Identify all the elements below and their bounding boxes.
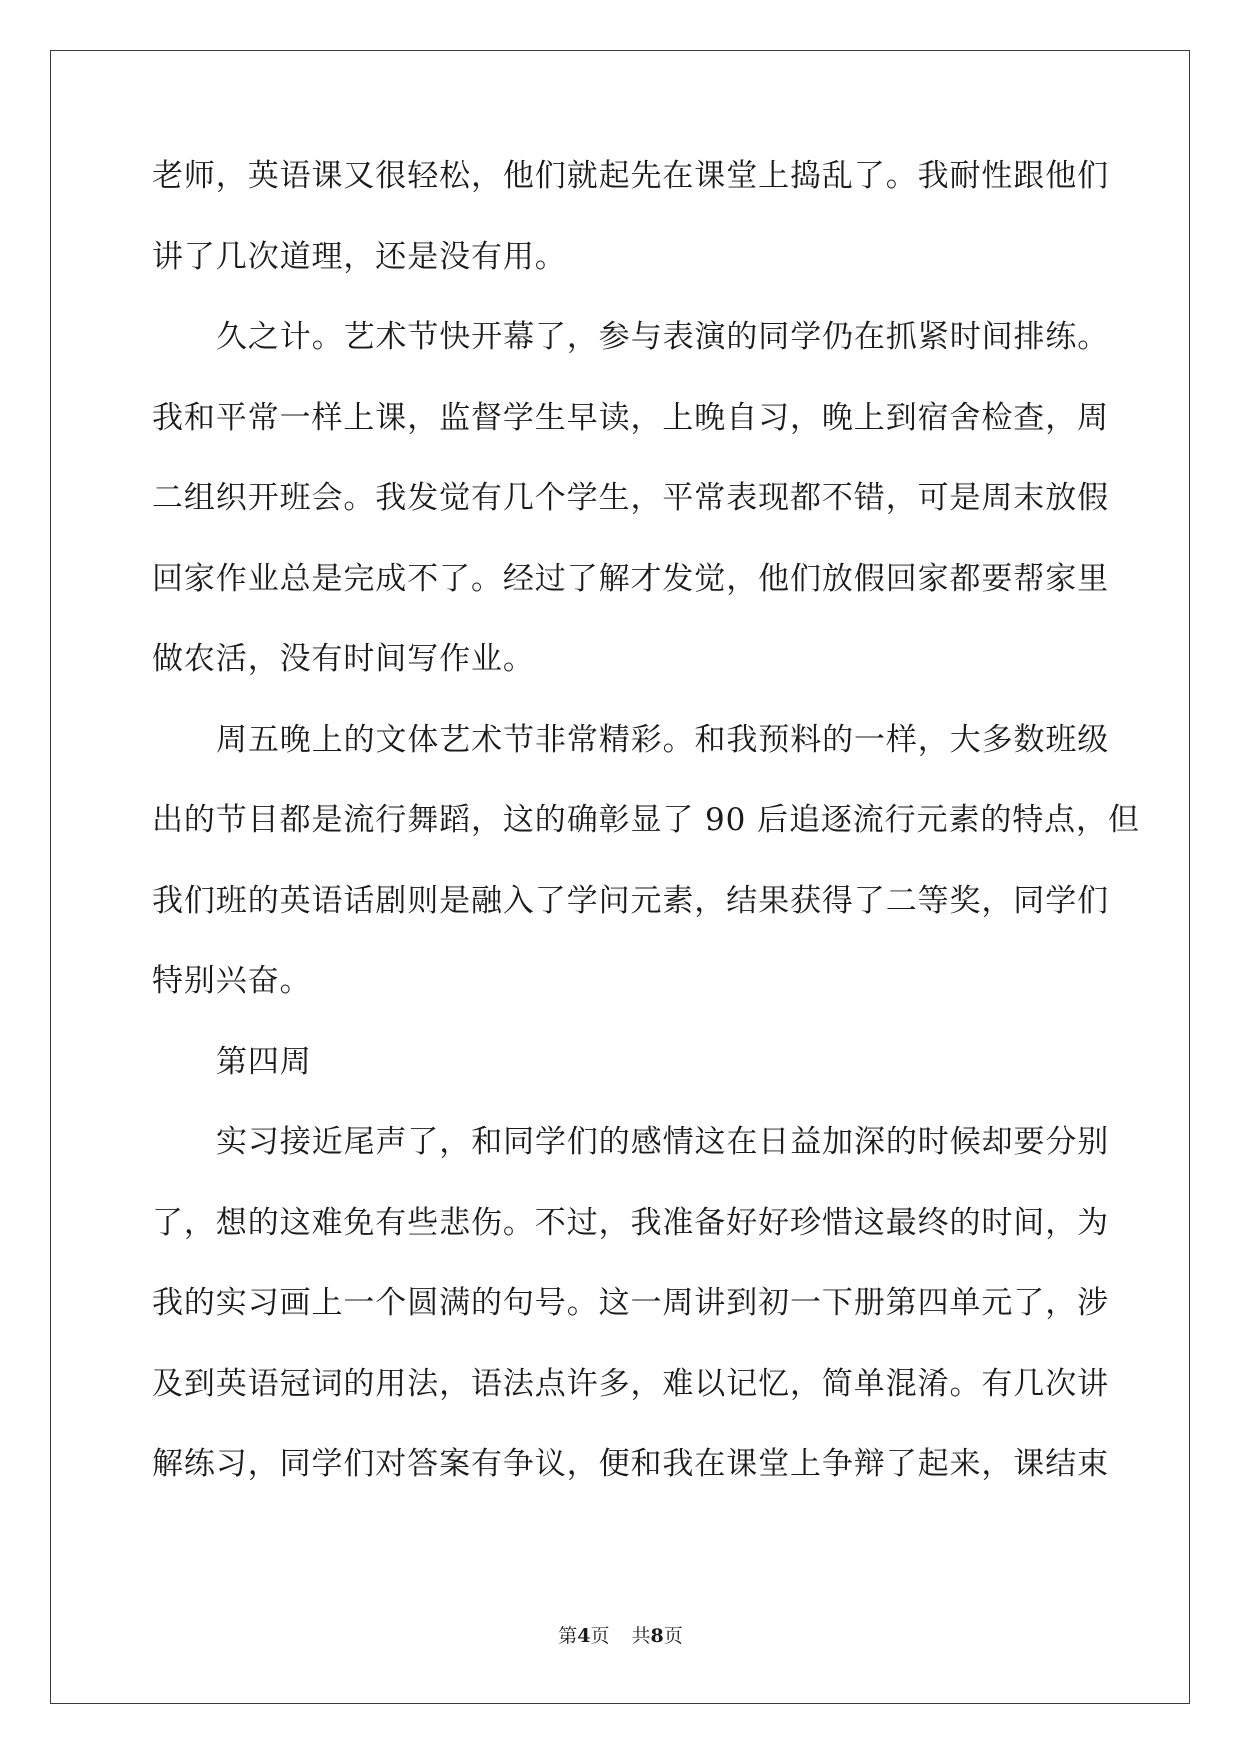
text-line: 我们班的英语话剧则是融入了学问元素，结果获得了二等奖，同学们 bbox=[152, 882, 1109, 919]
page-footer bbox=[0, 1621, 1241, 1648]
page-total-suffix: 页 bbox=[663, 1625, 683, 1647]
page-total: 8 bbox=[650, 1625, 664, 1647]
text-line: 讲了几次道理，还是没有用。 bbox=[152, 238, 567, 275]
text-line: 解练习，同学们对答案有争议，便和我在课堂上争辩了起来，课结束 bbox=[152, 1446, 1109, 1482]
document-body bbox=[152, 158, 1140, 1529]
text-line: 出的节目都是流行舞蹈，这的确彰显了 90 后追逐流行元素的特点，但 bbox=[152, 802, 1140, 838]
paragraph-first-line: 周五晚上的文体艺术节非常精彩。和我预料的一样，大多数班级 bbox=[216, 721, 1110, 758]
text-line: 我和平常一样上课，监督学生早读，上晚自习，晚上到宿舍检查，周 bbox=[152, 399, 1109, 436]
page-total-prefix: 共 bbox=[631, 1625, 651, 1647]
paragraph-first-line: 实习接近尾声了，和同学们的感情这在日益加深的时候却要分别 bbox=[216, 1124, 1110, 1160]
text-line: 我的实习画上一个圆满的句号。这一周讲到初一下册第四单元了，涉 bbox=[152, 1285, 1109, 1321]
paragraph-first-line: 久之计。艺术节快开幕了，参与表演的同学仍在抓紧时间排练。 bbox=[216, 319, 1110, 355]
page-number-prefix: 第 bbox=[558, 1625, 578, 1647]
page-number-current: 4 bbox=[577, 1625, 591, 1647]
text-line: 做农活，没有时间写作业。 bbox=[152, 641, 535, 677]
section-heading: 第四周 bbox=[216, 1043, 312, 1080]
text-line: 回家作业总是完成不了。经过了解才发觉，他们放假回家都要帮家里 bbox=[152, 560, 1109, 597]
text-line: 了，想的这难免有些悲伤。不过，我准备好好珍惜这最终的时间，为 bbox=[152, 1204, 1109, 1241]
text-line: 及到英语冠词的用法，语法点许多，难以记忆，简单混淆。有几次讲 bbox=[152, 1365, 1109, 1402]
page-number-suffix: 页 bbox=[590, 1625, 610, 1647]
text-line: 特别兴奋。 bbox=[152, 963, 312, 999]
text-line: 老师，英语课又很轻松，他们就起先在课堂上捣乱了。我耐性跟他们 bbox=[152, 158, 1109, 194]
text-line: 二组织开班会。我发觉有几个学生，平常表现都不错，可是周末放假 bbox=[152, 480, 1109, 516]
